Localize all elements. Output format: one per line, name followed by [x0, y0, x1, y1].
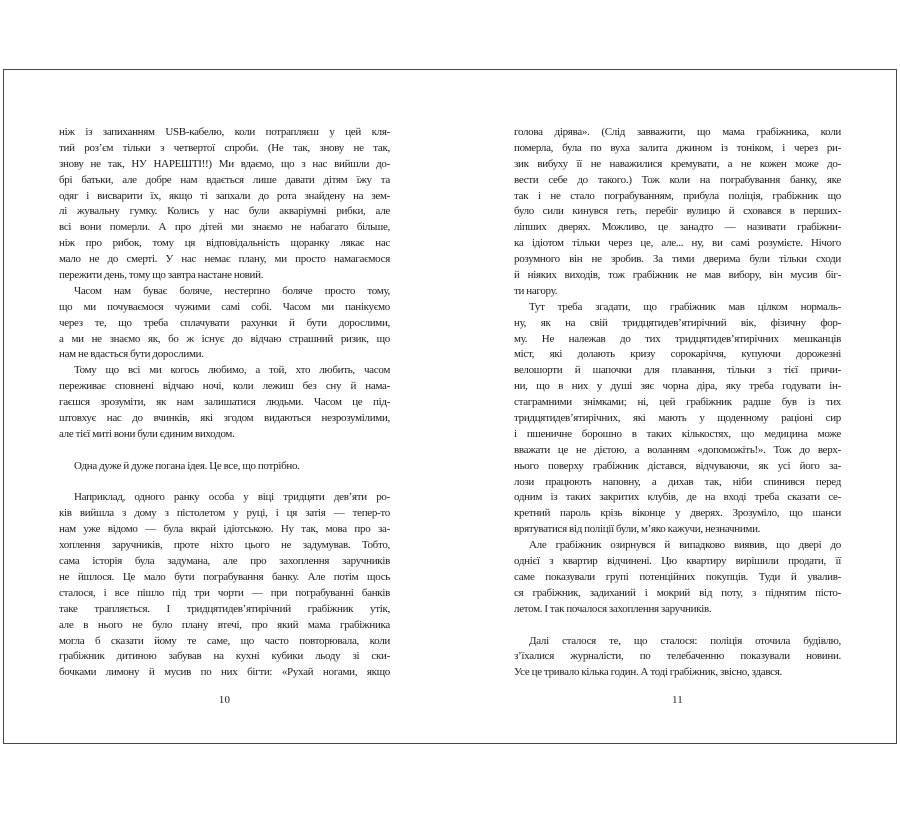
text-line: сама історія була задумана, але про захоплення заручників: [59, 555, 390, 568]
text-line: через те, що треба сплачувати рахунки й бути дорослими,: [59, 316, 390, 329]
text-line: таке трапляється. І тридцятидев’ятирічний грабіжник утік,: [59, 602, 390, 615]
text-line: Тут треба згадати, що грабіжник мав цілком нормаль-: [529, 300, 841, 313]
text-line: кретний пароль крізь віконце у дверях. Зрозуміло, що шанси: [514, 507, 841, 520]
text-line: було сили кинувся геть, перебіг вулицю й сховався в перших-: [514, 205, 841, 218]
text-line: тридцятидев’ятирічних, які мають у щоденному раціоні сир: [514, 412, 841, 425]
text-line: му. Не належав до тих тридцятидев’ятирічних мешканців: [514, 332, 841, 345]
text-line: ліпших дверях. Можливо, це занадто — називати грабіжни-: [514, 221, 841, 234]
text-line: тий роз’єм тільки з четвертої спроби. (Не так, знову не так,: [59, 141, 390, 154]
text-line: розумного він не зробив. За тими дверима були тільки сходи: [514, 253, 841, 266]
paragraph: [59, 490, 390, 681]
text-line: вести себе до такого.) Тож коли на пограбування банку, яке: [514, 173, 841, 186]
text-line: так і не стало пограбуванням, прибула поліція, грабіжник що: [514, 189, 841, 202]
text-line: але в нього не було плану втечі, про який мама грабіжника: [59, 618, 390, 631]
text-line: ка ідіотом тільки через це, але... ну, ви самі розумієте. Нічого: [514, 237, 841, 250]
text-line: голова дірява». (Слід завважити, що мама грабіжника, коли: [514, 126, 841, 138]
text-line: велошорти й шапочки для плавання, тільки з тієї причи-: [514, 364, 841, 377]
text-line: ніж із запиханням USB-кабелю, коли потрапляєш у цей кля-: [59, 126, 390, 138]
paragraph: [514, 300, 841, 538]
paragraph: [514, 538, 841, 617]
paragraph: [59, 284, 390, 363]
text-line: грабіжник дитиною забував на кухні кубики льоду зі ски-: [59, 650, 390, 663]
text-line: врятуватися від поліції були, м’яко кажучи, незначними.: [514, 523, 761, 536]
text-line: ніж про рибок, тому ця відповідальність щоранку лякає нас: [59, 237, 390, 250]
text-line: Часом нам буває боляче, нестерпно боляче просто тому,: [74, 284, 390, 297]
text-line: пережити день, тому що завтра настане новий.: [59, 269, 264, 282]
paragraph: [514, 634, 841, 682]
paragraph: [59, 363, 390, 442]
text-line: міст, які долають кризу сорокаріччя, купуючи дорожезні: [514, 348, 841, 361]
text-line: всі вони померли. А про дітей ми знаємо не набагато більше,: [59, 221, 390, 234]
text-line: Наприклад, одного ранку особа у віці тридцяти дев’яти ро-: [74, 491, 390, 504]
text-line: стаграмними знімками; ні, цей грабіжник радше був із тих: [514, 396, 841, 409]
text-line: ся грабіжник, задиханий і мокрий від поту, з піднятим пісто-: [514, 586, 841, 599]
text-line: сталося, і все пішло під три чорти — при пограбуванні банків: [59, 586, 390, 599]
text-line: летом. І так почалося захоплення заручників.: [514, 602, 712, 615]
text-line: мало не до смерті. У нас немає плану, ми просто намагаємося: [59, 253, 390, 266]
paragraph: [514, 125, 841, 300]
text-line: але тієї миті вони були єдиним виходом.: [59, 427, 235, 440]
text-line: ни, що в них у душі зяє чорна діра, яку треба годувати ін-: [514, 380, 841, 393]
text-line: ків вийшла з дому з пістолетом у руці, і ця затія — тепер-то: [59, 507, 390, 520]
text-line: одяг і висварити їх, якщо ті запхали до рота знайдену на зем-: [59, 189, 390, 202]
text-line: однієї з квартир відчинені. Цю квартиру вирішили продати, її: [514, 555, 841, 568]
text-line: Але грабіжник озирнувся й випадково виявив, що двері до: [529, 539, 841, 552]
page-number-right: 11: [672, 694, 683, 706]
text-line: Далі сталося те, що сталося: поліція оточила будівлю,: [529, 634, 841, 647]
text-line: хоплення заручників, проте ніхто цього не задумував. Тобто,: [59, 539, 390, 552]
paragraph: [59, 125, 390, 284]
text-line: одним із таких закритих клубів, де на вході треба сказати се-: [514, 491, 841, 504]
right-page-text: [514, 125, 841, 681]
text-line: штовхує нас до вчинків, які згодом видаються незрозумілими,: [59, 412, 390, 425]
text-line: бочками лимону й мусив по них бігти: «Рухай ногами, якщо: [59, 666, 390, 679]
text-line: померла, була по вуха залита джином із тоніком, і через ри-: [514, 141, 841, 154]
text-line: ти нагору.: [514, 284, 558, 297]
text-line: Усе це тривало кілька годин. А тоді грабіжник, звісно, здався.: [514, 666, 782, 679]
text-line: а ми не знаємо як, бо ж існує до відчаю страшний ризик, що: [59, 332, 390, 345]
page-number-left: 10: [218, 694, 231, 706]
text-line: гаєшся зрозуміти, як нам залишатися людьми. Часом це під-: [59, 396, 390, 409]
left-page-text: [59, 125, 390, 681]
text-line: що ми почуваємося чужими самі собі. Часом ми панікуємо: [59, 300, 390, 313]
text-line: зик вибуху її не наважилися кремувати, а не кожен може до-: [514, 157, 841, 170]
text-line: переживає сповнені відчаю ночі, коли лежиш без сну й нама-: [59, 380, 390, 393]
text-line: лози працюють наповну, а дихав так, ніби спинився перед: [514, 475, 841, 488]
text-line: ну, як на свій тридцятидев’ятирічний вік, фізичну фор-: [514, 316, 841, 329]
text-line: знову не так, НУ НАРЕШТІ!!) Ми вдаємо, що з нас вийшли до-: [59, 157, 390, 170]
text-line: нам уже відомо — була вкрай ідіотською. Ну так, мова про за-: [59, 523, 390, 536]
text-line: нього поверху грабіжник дістався, відчуваючи, як усі його за-: [514, 459, 841, 472]
text-line: брі батьки, але добре нам вдається лише давати дітям їжу та: [59, 173, 390, 186]
text-line: нам не вдасться бути дорослими.: [59, 348, 204, 361]
text-line: саме показували групі потенційних покупців. Туди й увалив-: [514, 570, 841, 583]
text-line: вважати це не дієтою, а воланням «допоможіть!». Тож до верх-: [514, 443, 841, 456]
text-line: Одна дуже й дуже погана ідея. Це все, що потрібно.: [74, 459, 300, 472]
paragraph: [59, 459, 390, 475]
text-line: Тому що всі ми когось любимо, а той, хто любить, часом: [74, 364, 390, 377]
text-line: й ніяких виходів, тож грабіжник не мав вибору, він мусив біг-: [514, 269, 841, 282]
text-line: не йшлося. Це мало бути пограбування банку. Але потім щось: [59, 570, 390, 583]
text-line: з’їхалися журналісти, по телебаченню показували новини.: [514, 650, 841, 663]
text-line: лі жувальну гумку. Колись у нас були акваріумні рибки, але: [59, 205, 390, 218]
book-page-spread: [3, 69, 897, 744]
text-line: могла б сказати йому те саме, що часто повторювала, коли: [59, 634, 390, 647]
text-line: і пшеничне борошно в таких кількостях, що медицина може: [514, 427, 841, 440]
